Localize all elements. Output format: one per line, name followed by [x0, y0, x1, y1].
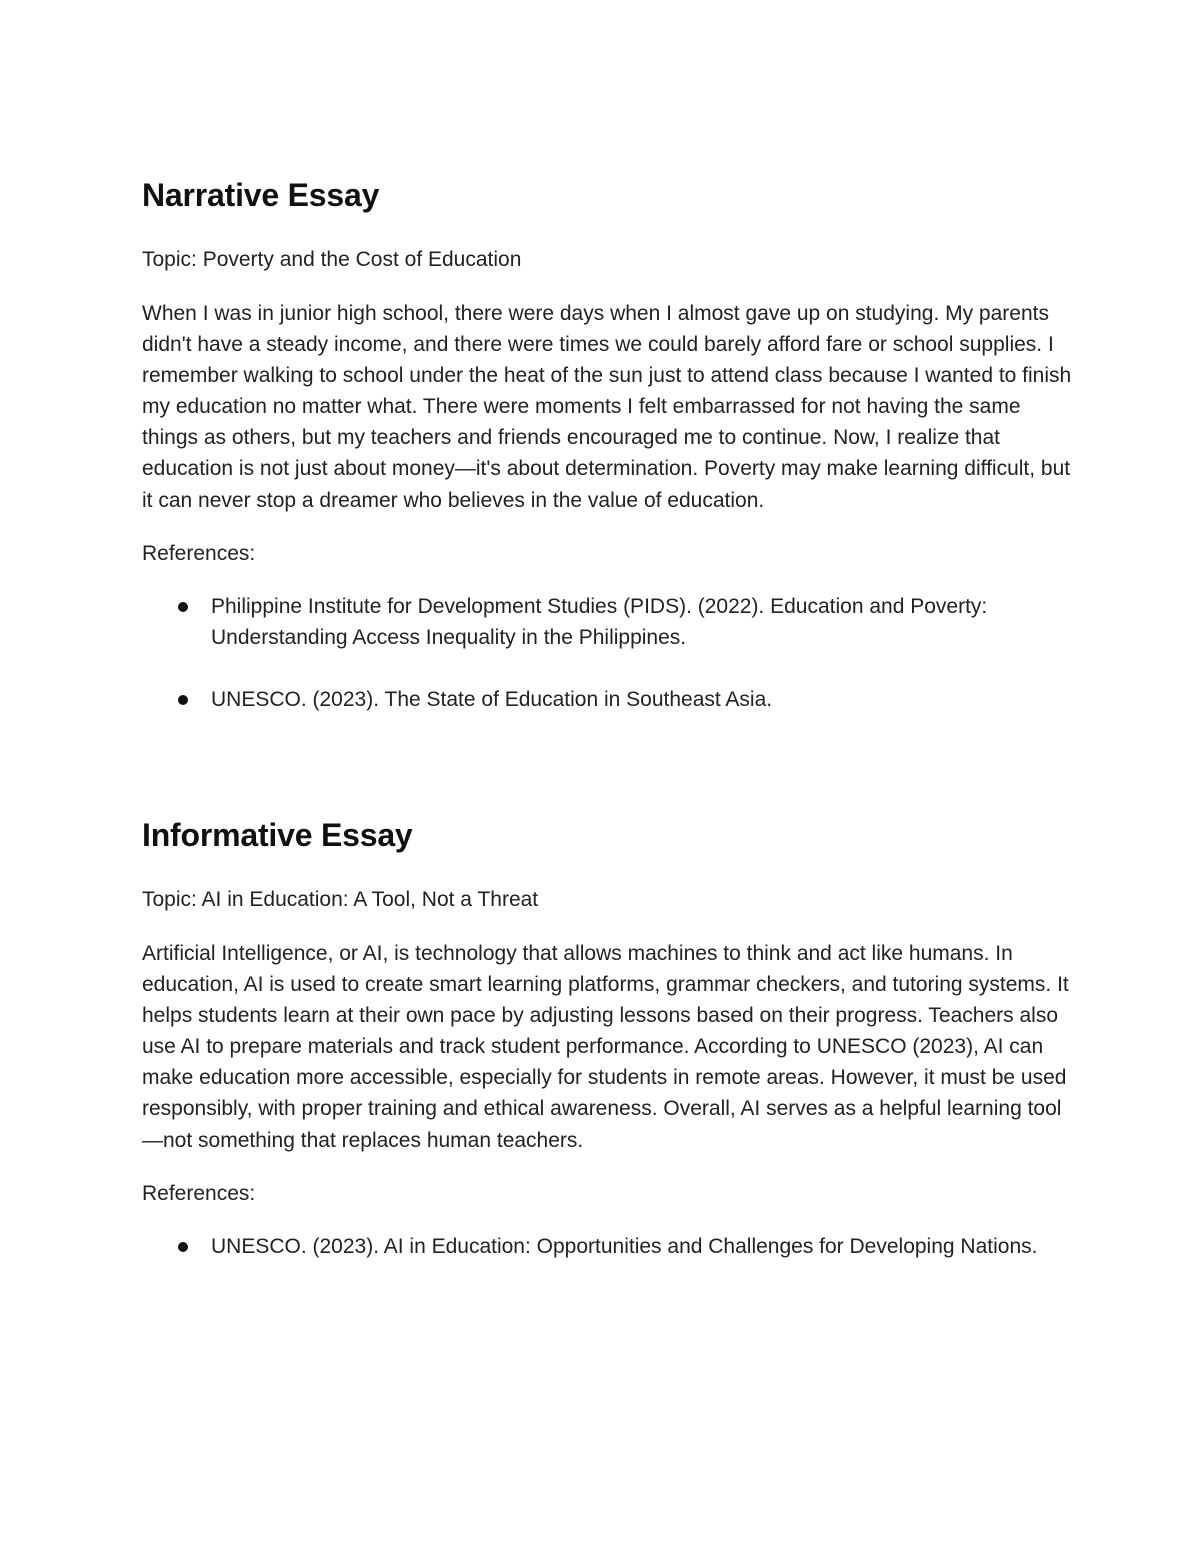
section-heading: Informative Essay [142, 817, 413, 853]
bullet-icon [178, 695, 188, 705]
references-list [142, 1231, 1072, 1262]
reference-text: Philippine Institute for Development Studies (PIDS). (2022). Education and Poverty: Understanding Access Inequality in the Philippines. [211, 594, 988, 649]
references-list [142, 591, 1072, 716]
bullet-icon [178, 602, 188, 612]
essay-body: Artificial Intelligence, or AI, is technology that allows machines to think and act like humans. In education, AI is used to create smart learning platforms, grammar checkers, and tutoring systems. It helps students learn at their own pace by adjusting lessons based on their progress. Teachers also use AI to prepare materials and track student performance. According to UNESCO (2023), AI can make education more accessible, especially for students in remote areas. However, it must be used responsibly, with proper training and ethical awareness. Overall, AI serves as a helpful learning tool—not something that replaces human teachers. [142, 942, 1069, 1152]
section-heading: Narrative Essay [142, 177, 380, 213]
essay-topic: Topic: Poverty and the Cost of Education [142, 248, 522, 271]
references-label: References: [142, 541, 256, 565]
references-label: References: [142, 1181, 256, 1205]
reference-item [142, 591, 1072, 653]
reference-text: UNESCO. (2023). The State of Education in Southeast Asia. [211, 688, 773, 712]
reference-item [142, 684, 1072, 715]
essay-topic: Topic: AI in Education: A Tool, Not a Threat [142, 888, 539, 911]
essay-body: When I was in junior high school, there were days when I almost gave up on studying. My parents didn't have a steady income, and there were times we could barely afford fare or school supplies. I remember walking to school under the heat of the sun just to attend class because I wanted to finish my education no matter what. There were moments I felt embarrassed for not having the same things as others, but my teachers and friends encouraged me to continue. Now, I realize that education is not just about money—it's about determination. Poverty may make learning difficult, but it can never stop a dreamer who believes in the value of education. [142, 302, 1072, 512]
reference-item [142, 1231, 1072, 1262]
reference-text: UNESCO. (2023). AI in Education: Opportunities and Challenges for Developing Nations. [211, 1234, 1038, 1258]
narrative-essay-section [142, 173, 1072, 715]
informative-essay-section [142, 813, 1072, 1262]
bullet-icon [178, 1242, 188, 1252]
